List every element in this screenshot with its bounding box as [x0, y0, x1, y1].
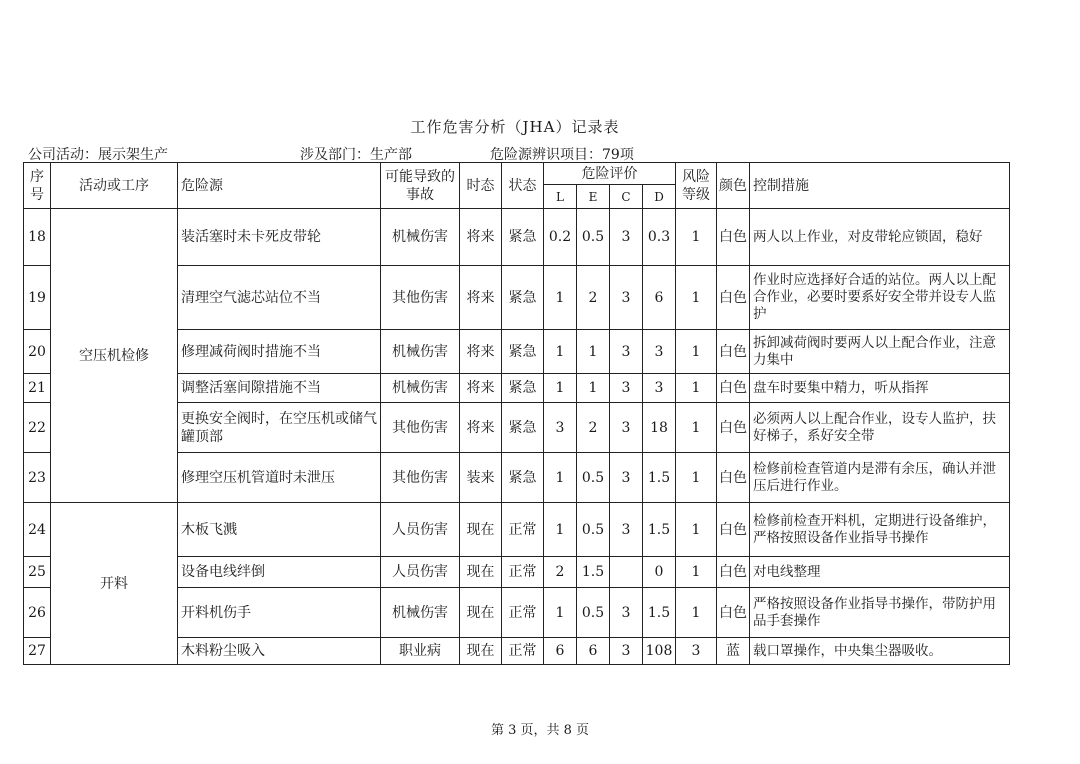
- eval-c-cell: [610, 557, 643, 588]
- eval-d-cell: 0.3: [643, 209, 676, 266]
- accident-cell: 机械伤害: [381, 330, 460, 374]
- tense-cell: 现在: [460, 588, 502, 638]
- header-seq: 序号: [24, 163, 51, 209]
- accident-cell: 其他伤害: [381, 266, 460, 330]
- state-cell: 紧急: [502, 209, 544, 266]
- accident-cell: 其他伤害: [381, 403, 460, 453]
- header-c: C: [610, 185, 643, 209]
- tense-cell: 现在: [460, 503, 502, 557]
- accident-cell: 人员伤害: [381, 557, 460, 588]
- eval-d-cell: 1.5: [643, 503, 676, 557]
- tense-cell: 将来: [460, 266, 502, 330]
- row-number: 25: [24, 557, 51, 588]
- eval-d-cell: 1.5: [643, 453, 676, 503]
- header-l: L: [544, 185, 577, 209]
- eval-d-cell: 6: [643, 266, 676, 330]
- control-measure-cell: 检修前检查开料机，定期进行设备维护，严格按照设备作业指导书操作: [750, 503, 1010, 557]
- header-hazard: 危险源: [178, 163, 381, 209]
- risk-level-cell: 1: [676, 557, 717, 588]
- page-footer: 第 3 页，共 8 页: [490, 723, 590, 738]
- eval-e-cell: 6: [577, 638, 610, 665]
- header-control: 控制措施: [750, 163, 1010, 209]
- color-cell: 白色: [717, 374, 750, 403]
- color-cell: 白色: [717, 588, 750, 638]
- hazard-cell: 木板飞溅: [178, 503, 381, 557]
- page-title: 工作危害分析（JHA）记录表: [410, 118, 620, 136]
- activity-group: 空压机检修: [51, 209, 178, 503]
- control-measure-cell: 两人以上作业，对皮带轮应锁固，稳好: [750, 209, 1010, 266]
- eval-e-cell: 1: [577, 330, 610, 374]
- tense-cell: 将来: [460, 209, 502, 266]
- eval-c-cell: 3: [610, 638, 643, 665]
- hazard-cell: 设备电线绊倒: [178, 557, 381, 588]
- accident-cell: 机械伤害: [381, 588, 460, 638]
- state-cell: 紧急: [502, 403, 544, 453]
- eval-d-cell: 1.5: [643, 588, 676, 638]
- eval-l-cell: 1: [544, 588, 577, 638]
- tense-cell: 将来: [460, 374, 502, 403]
- eval-l-cell: 1: [544, 330, 577, 374]
- eval-c-cell: 3: [610, 330, 643, 374]
- department: 涉及部门：生产部: [300, 147, 412, 163]
- control-measure-cell: 检修前检查管道内是滞有余压，确认并泄压后进行作业。: [750, 453, 1010, 503]
- tense-cell: 装来: [460, 453, 502, 503]
- hazard-cell: 开料机伤手: [178, 588, 381, 638]
- hazard-cell: 修理空压机管道时未泄压: [178, 453, 381, 503]
- activity-group: 开料: [51, 503, 178, 665]
- color-cell: 白色: [717, 266, 750, 330]
- eval-c-cell: 3: [610, 503, 643, 557]
- eval-c-cell: 3: [610, 588, 643, 638]
- color-cell: 白色: [717, 453, 750, 503]
- risk-level-cell: 1: [676, 209, 717, 266]
- hazard-count: 危险源辨识项目：79项: [490, 147, 634, 163]
- hazard-cell: 木料粉尘吸入: [178, 638, 381, 665]
- control-measure-cell: 盘车时要集中精力，听从指挥: [750, 374, 1010, 403]
- hazard-cell: 调整活塞间隙措施不当: [178, 374, 381, 403]
- control-measure-cell: 载口罩操作，中央集尘器吸收。: [750, 638, 1010, 665]
- eval-d-cell: 3: [643, 330, 676, 374]
- header-state: 状态: [502, 163, 544, 209]
- row-number: 24: [24, 503, 51, 557]
- jha-table: [23, 162, 1010, 665]
- row-number: 19: [24, 266, 51, 330]
- table-row: [24, 209, 1010, 266]
- control-measure-cell: 严格按照设备作业指导书操作，带防护用品手套操作: [750, 588, 1010, 638]
- color-cell: 蓝: [717, 638, 750, 665]
- risk-level-cell: 1: [676, 588, 717, 638]
- color-cell: 白色: [717, 557, 750, 588]
- risk-level-cell: 1: [676, 330, 717, 374]
- control-measure-cell: 作业时应选择好合适的站位。两人以上配合作业，必要时要系好安全带并设专人监护: [750, 266, 1010, 330]
- eval-c-cell: 3: [610, 403, 643, 453]
- eval-l-cell: 1: [544, 266, 577, 330]
- accident-cell: 机械伤害: [381, 209, 460, 266]
- row-number: 22: [24, 403, 51, 453]
- row-number: 20: [24, 330, 51, 374]
- eval-d-cell: 3: [643, 374, 676, 403]
- state-cell: 紧急: [502, 374, 544, 403]
- risk-level-cell: 1: [676, 503, 717, 557]
- hazard-cell: 更换安全阀时，在空压机或储气罐顶部: [178, 403, 381, 453]
- header-risk: 风险等级: [676, 163, 717, 209]
- eval-c-cell: 3: [610, 374, 643, 403]
- header-activity: 活动或工序: [51, 163, 178, 209]
- state-cell: 正常: [502, 557, 544, 588]
- header-eval: 危险评价: [544, 163, 676, 185]
- header-accident: 可能导致的事故: [381, 163, 460, 209]
- row-number: 27: [24, 638, 51, 665]
- hazard-cell: 装活塞时未卡死皮带轮: [178, 209, 381, 266]
- accident-cell: 人员伤害: [381, 503, 460, 557]
- control-measure-cell: 拆卸减荷阀时要两人以上配合作业，注意力集中: [750, 330, 1010, 374]
- eval-e-cell: 2: [577, 403, 610, 453]
- state-cell: 紧急: [502, 266, 544, 330]
- accident-cell: 其他伤害: [381, 453, 460, 503]
- control-measure-cell: 对电线整理: [750, 557, 1010, 588]
- state-cell: 正常: [502, 588, 544, 638]
- eval-d-cell: 108: [643, 638, 676, 665]
- state-cell: 正常: [502, 638, 544, 665]
- eval-d-cell: 18: [643, 403, 676, 453]
- header-e: E: [577, 185, 610, 209]
- eval-l-cell: 1: [544, 374, 577, 403]
- eval-e-cell: 0.5: [577, 503, 610, 557]
- header-d: D: [643, 185, 676, 209]
- risk-level-cell: 1: [676, 374, 717, 403]
- control-measure-cell: 必须两人以上配合作业，设专人监护，扶好梯子，系好安全带: [750, 403, 1010, 453]
- eval-e-cell: 0.5: [577, 588, 610, 638]
- risk-level-cell: 3: [676, 638, 717, 665]
- eval-c-cell: 3: [610, 209, 643, 266]
- eval-l-cell: 2: [544, 557, 577, 588]
- risk-level-cell: 1: [676, 266, 717, 330]
- row-number: 21: [24, 374, 51, 403]
- eval-c-cell: 3: [610, 266, 643, 330]
- eval-l-cell: 3: [544, 403, 577, 453]
- eval-d-cell: 0: [643, 557, 676, 588]
- hazard-cell: 修理减荷阀时措施不当: [178, 330, 381, 374]
- row-number: 26: [24, 588, 51, 638]
- tense-cell: 现在: [460, 557, 502, 588]
- eval-l-cell: 1: [544, 503, 577, 557]
- eval-l-cell: 1: [544, 453, 577, 503]
- header-tense: 时态: [460, 163, 502, 209]
- eval-e-cell: 2: [577, 266, 610, 330]
- accident-cell: 机械伤害: [381, 374, 460, 403]
- hazard-cell: 清理空气滤芯站位不当: [178, 266, 381, 330]
- eval-e-cell: 1.5: [577, 557, 610, 588]
- risk-level-cell: 1: [676, 453, 717, 503]
- state-cell: 紧急: [502, 330, 544, 374]
- row-number: 23: [24, 453, 51, 503]
- row-number: 18: [24, 209, 51, 266]
- header-color: 颜色: [717, 163, 750, 209]
- eval-c-cell: 3: [610, 453, 643, 503]
- state-cell: 正常: [502, 503, 544, 557]
- eval-e-cell: 0.5: [577, 453, 610, 503]
- eval-l-cell: 6: [544, 638, 577, 665]
- accident-cell: 职业病: [381, 638, 460, 665]
- tense-cell: 将来: [460, 403, 502, 453]
- color-cell: 白色: [717, 403, 750, 453]
- eval-l-cell: 0.2: [544, 209, 577, 266]
- risk-level-cell: 1: [676, 403, 717, 453]
- color-cell: 白色: [717, 209, 750, 266]
- tense-cell: 将来: [460, 330, 502, 374]
- table-row: [24, 503, 1010, 557]
- color-cell: 白色: [717, 503, 750, 557]
- eval-e-cell: 0.5: [577, 209, 610, 266]
- color-cell: 白色: [717, 330, 750, 374]
- eval-e-cell: 1: [577, 374, 610, 403]
- company-activity: 公司活动：展示架生产: [28, 147, 168, 163]
- tense-cell: 现在: [460, 638, 502, 665]
- state-cell: 紧急: [502, 453, 544, 503]
